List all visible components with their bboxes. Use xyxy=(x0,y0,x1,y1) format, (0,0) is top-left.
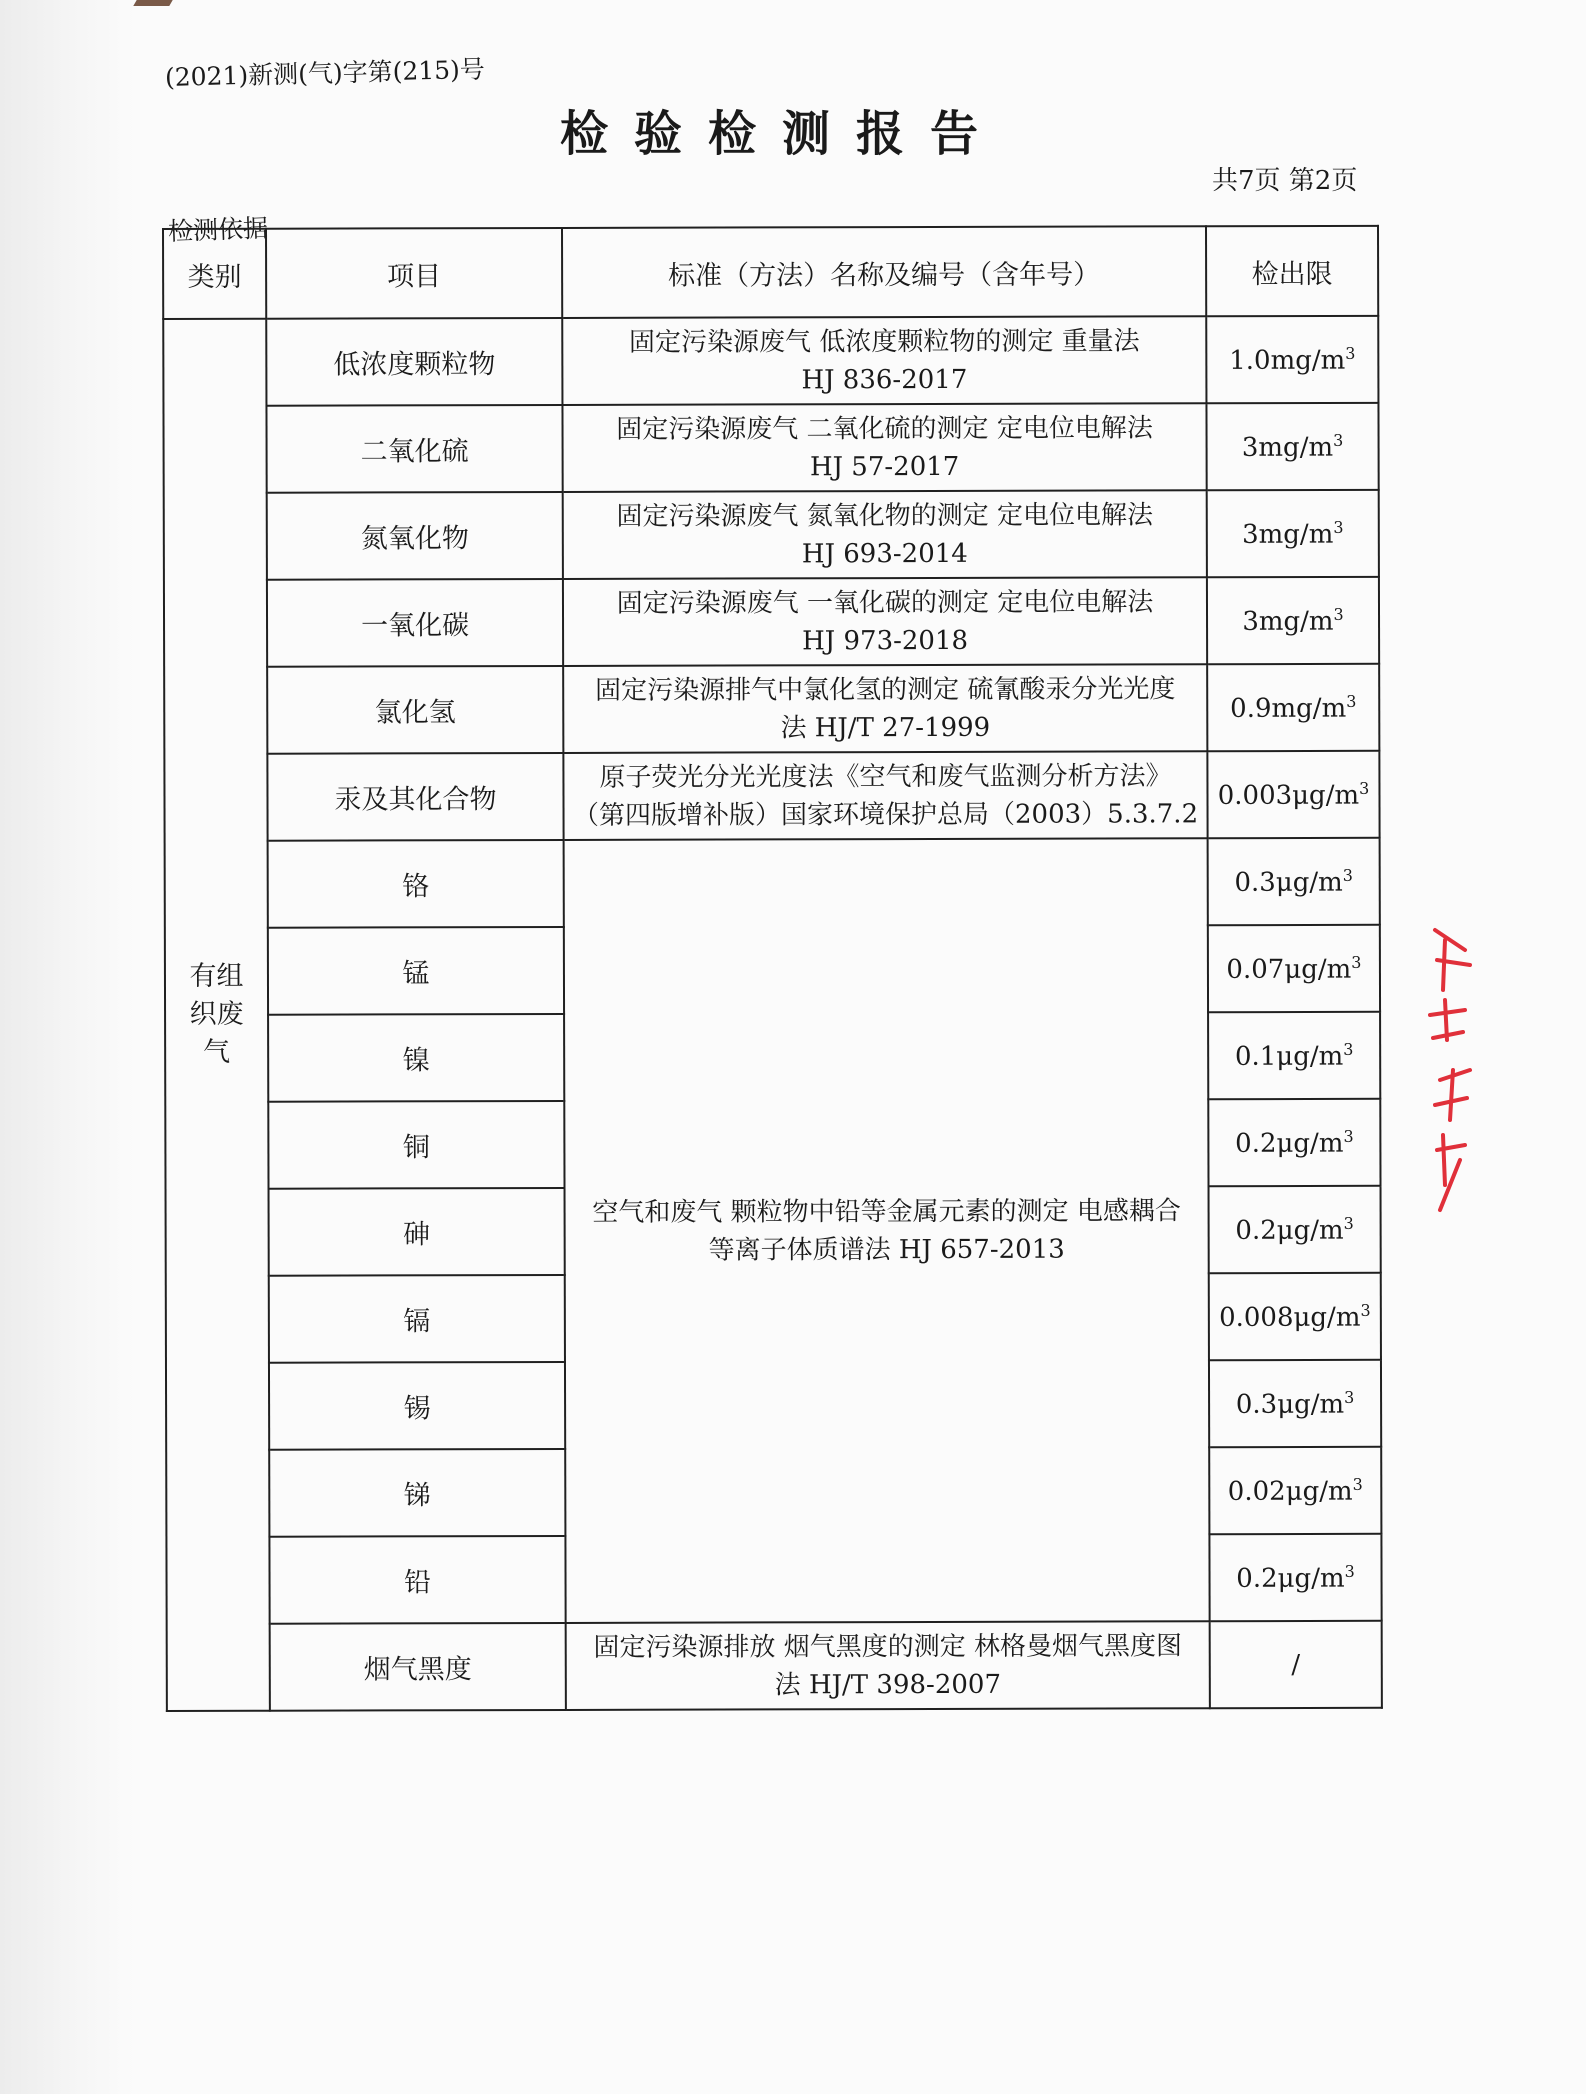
item-cell: 镍 xyxy=(268,1014,564,1102)
method-line: 空气和废气 颗粒物中铅等金属元素的测定 电感耦合 xyxy=(592,1195,1181,1228)
unit-exponent: 3 xyxy=(1333,517,1344,537)
detection-limit-cell xyxy=(1207,751,1379,838)
item-cell: 锡 xyxy=(269,1362,565,1450)
table-body xyxy=(163,316,1382,1711)
detection-limit-cell xyxy=(1208,925,1380,1012)
header-category: 类别 xyxy=(163,229,266,319)
detection-limit-cell xyxy=(1209,1534,1381,1621)
detection-limit-cell xyxy=(1208,838,1380,925)
unit-exponent: 3 xyxy=(1344,1387,1355,1407)
unit-exponent: 3 xyxy=(1360,1300,1371,1320)
detection-limit-cell xyxy=(1210,1621,1382,1708)
unit-exponent: 3 xyxy=(1351,952,1362,972)
detection-limit-cell xyxy=(1207,577,1379,664)
page-indicator: 共7页 第2页 xyxy=(1212,166,1358,196)
method-cell xyxy=(566,1621,1210,1710)
header-limit: 检出限 xyxy=(1206,226,1378,316)
item-cell: 铜 xyxy=(268,1101,564,1189)
detection-limit-cell xyxy=(1209,1447,1381,1534)
report-number: (2021)新测(气)字第(215)号 xyxy=(164,54,486,92)
unit-exponent: 3 xyxy=(1352,1474,1363,1494)
detection-limit: 0.2μg/m xyxy=(1236,1563,1345,1594)
corner-mark xyxy=(133,0,172,6)
detection-limit-cell xyxy=(1209,1273,1381,1360)
table-row xyxy=(165,838,1380,928)
detection-limit: 0.3μg/m xyxy=(1235,1389,1345,1420)
detection-limit-cell xyxy=(1206,403,1378,490)
unit-exponent: 3 xyxy=(1343,1213,1354,1233)
detection-limit: 0.07μg/m xyxy=(1226,954,1352,985)
header-method: 标准（方法）名称及编号（含年号） xyxy=(562,226,1206,318)
detection-limit-cell xyxy=(1207,490,1379,577)
detection-limit: 3mg/m xyxy=(1242,519,1334,550)
method-cell xyxy=(563,664,1207,753)
unit-exponent: 3 xyxy=(1333,604,1344,624)
method-line: 等离子体质谱法 HJ 657-2013 xyxy=(708,1234,1065,1266)
detection-limit: 0.02μg/m xyxy=(1227,1476,1353,1507)
category-label: 有组织废气 xyxy=(189,960,244,1068)
item-cell: 氯化氢 xyxy=(267,666,563,754)
unit-exponent: 3 xyxy=(1333,430,1344,450)
item-cell: 汞及其化合物 xyxy=(267,753,563,841)
category-cell xyxy=(163,319,270,1711)
detection-limit-cell xyxy=(1208,1099,1380,1186)
item-cell: 锰 xyxy=(268,927,564,1015)
item-cell: 氮氧化物 xyxy=(267,492,563,580)
detection-limit: 0.2μg/m xyxy=(1235,1128,1344,1159)
detection-limit: 0.1μg/m xyxy=(1234,1041,1344,1072)
unit-exponent: 3 xyxy=(1359,778,1370,798)
method-cell xyxy=(563,751,1207,840)
detection-limit-cell xyxy=(1209,1186,1381,1273)
method-cell xyxy=(563,490,1207,579)
basis-label: 检测依据 xyxy=(167,213,269,246)
unit-exponent: 3 xyxy=(1344,1561,1355,1581)
table-row xyxy=(164,751,1379,841)
table-header-row xyxy=(163,226,1378,319)
unit-exponent: 3 xyxy=(1345,343,1356,363)
detection-limit: 0.3μg/m xyxy=(1234,867,1343,898)
method-line: 固定污染源废气 低浓度颗粒物的测定 重量法 xyxy=(628,325,1140,358)
table-row xyxy=(167,1621,1382,1711)
item-cell: 烟气黑度 xyxy=(270,1623,566,1711)
method-line: HJ 973-2018 xyxy=(802,625,969,656)
method-cell xyxy=(562,403,1206,492)
detection-limit: 0.008μg/m xyxy=(1219,1302,1361,1333)
detection-limit: 3mg/m xyxy=(1241,432,1334,463)
unit-exponent: 3 xyxy=(1343,1126,1354,1146)
item-cell: 砷 xyxy=(269,1188,565,1276)
method-line: 法 HJ/T 27-1999 xyxy=(780,712,991,743)
detection-limit: 0.9mg/m xyxy=(1230,693,1347,724)
detection-limit: 0.003μg/m xyxy=(1217,780,1360,811)
table-row xyxy=(164,577,1379,667)
item-cell: 锑 xyxy=(269,1449,565,1537)
item-cell: 二氧化硫 xyxy=(266,405,562,493)
report-title: 检验检测报告 xyxy=(560,106,1005,162)
detection-limit: 0.2μg/m xyxy=(1235,1215,1344,1246)
method-cell xyxy=(563,577,1207,666)
method-line: 固定污染源废气 二氧化硫的测定 定电位电解法 xyxy=(616,412,1153,445)
unit-exponent: 3 xyxy=(1343,1039,1354,1059)
detection-limit: 3mg/m xyxy=(1242,606,1334,637)
detection-limit-cell xyxy=(1208,1012,1380,1099)
red-stamp-fragment xyxy=(1415,920,1485,1240)
unit-exponent: 3 xyxy=(1346,691,1357,711)
detection-limit-cell xyxy=(1209,1360,1381,1447)
detection-limit-cell xyxy=(1206,316,1378,403)
item-cell: 铅 xyxy=(269,1536,565,1624)
scan-page-edge xyxy=(0,0,135,2094)
detection-limit: 1.0mg/m xyxy=(1229,345,1346,376)
unit-exponent: 3 xyxy=(1342,865,1353,885)
method-line: HJ 57-2017 xyxy=(809,451,960,482)
method-line: 法 HJ/T 398-2007 xyxy=(774,1669,1002,1700)
method-cell xyxy=(562,316,1206,405)
method-line: 固定污染源排放 烟气黑度的测定 林格曼烟气黑度图 xyxy=(593,1630,1183,1663)
method-line: HJ 693-2014 xyxy=(801,538,968,569)
testing-basis-table xyxy=(162,225,1383,1712)
detection-limit-cell xyxy=(1207,664,1379,751)
header-item: 项目 xyxy=(266,228,562,319)
method-line: 固定污染源废气 氮氧化物的测定 定电位电解法 xyxy=(616,499,1154,532)
table-row xyxy=(164,490,1379,580)
detection-limit: / xyxy=(1291,1649,1301,1680)
method-line: HJ 836-2017 xyxy=(801,364,968,395)
item-cell: 低浓度颗粒物 xyxy=(266,318,562,406)
method-cell xyxy=(564,838,1210,1623)
table-row xyxy=(163,403,1378,493)
method-line: （第四版增补版）国家环境保护总局（2003）5.3.7.2 xyxy=(572,798,1199,831)
method-line: 原子荧光分光光度法《空气和废气监测分析方法》 xyxy=(599,760,1172,793)
table-row xyxy=(163,316,1378,406)
method-line: 固定污染源废气 一氧化碳的测定 定电位电解法 xyxy=(616,586,1154,619)
table-row xyxy=(164,664,1379,754)
item-cell: 一氧化碳 xyxy=(267,579,563,667)
item-cell: 铬 xyxy=(268,840,564,928)
method-line: 固定污染源排气中氯化氢的测定 硫氰酸汞分光光度 xyxy=(595,673,1176,706)
item-cell: 镉 xyxy=(269,1275,565,1363)
